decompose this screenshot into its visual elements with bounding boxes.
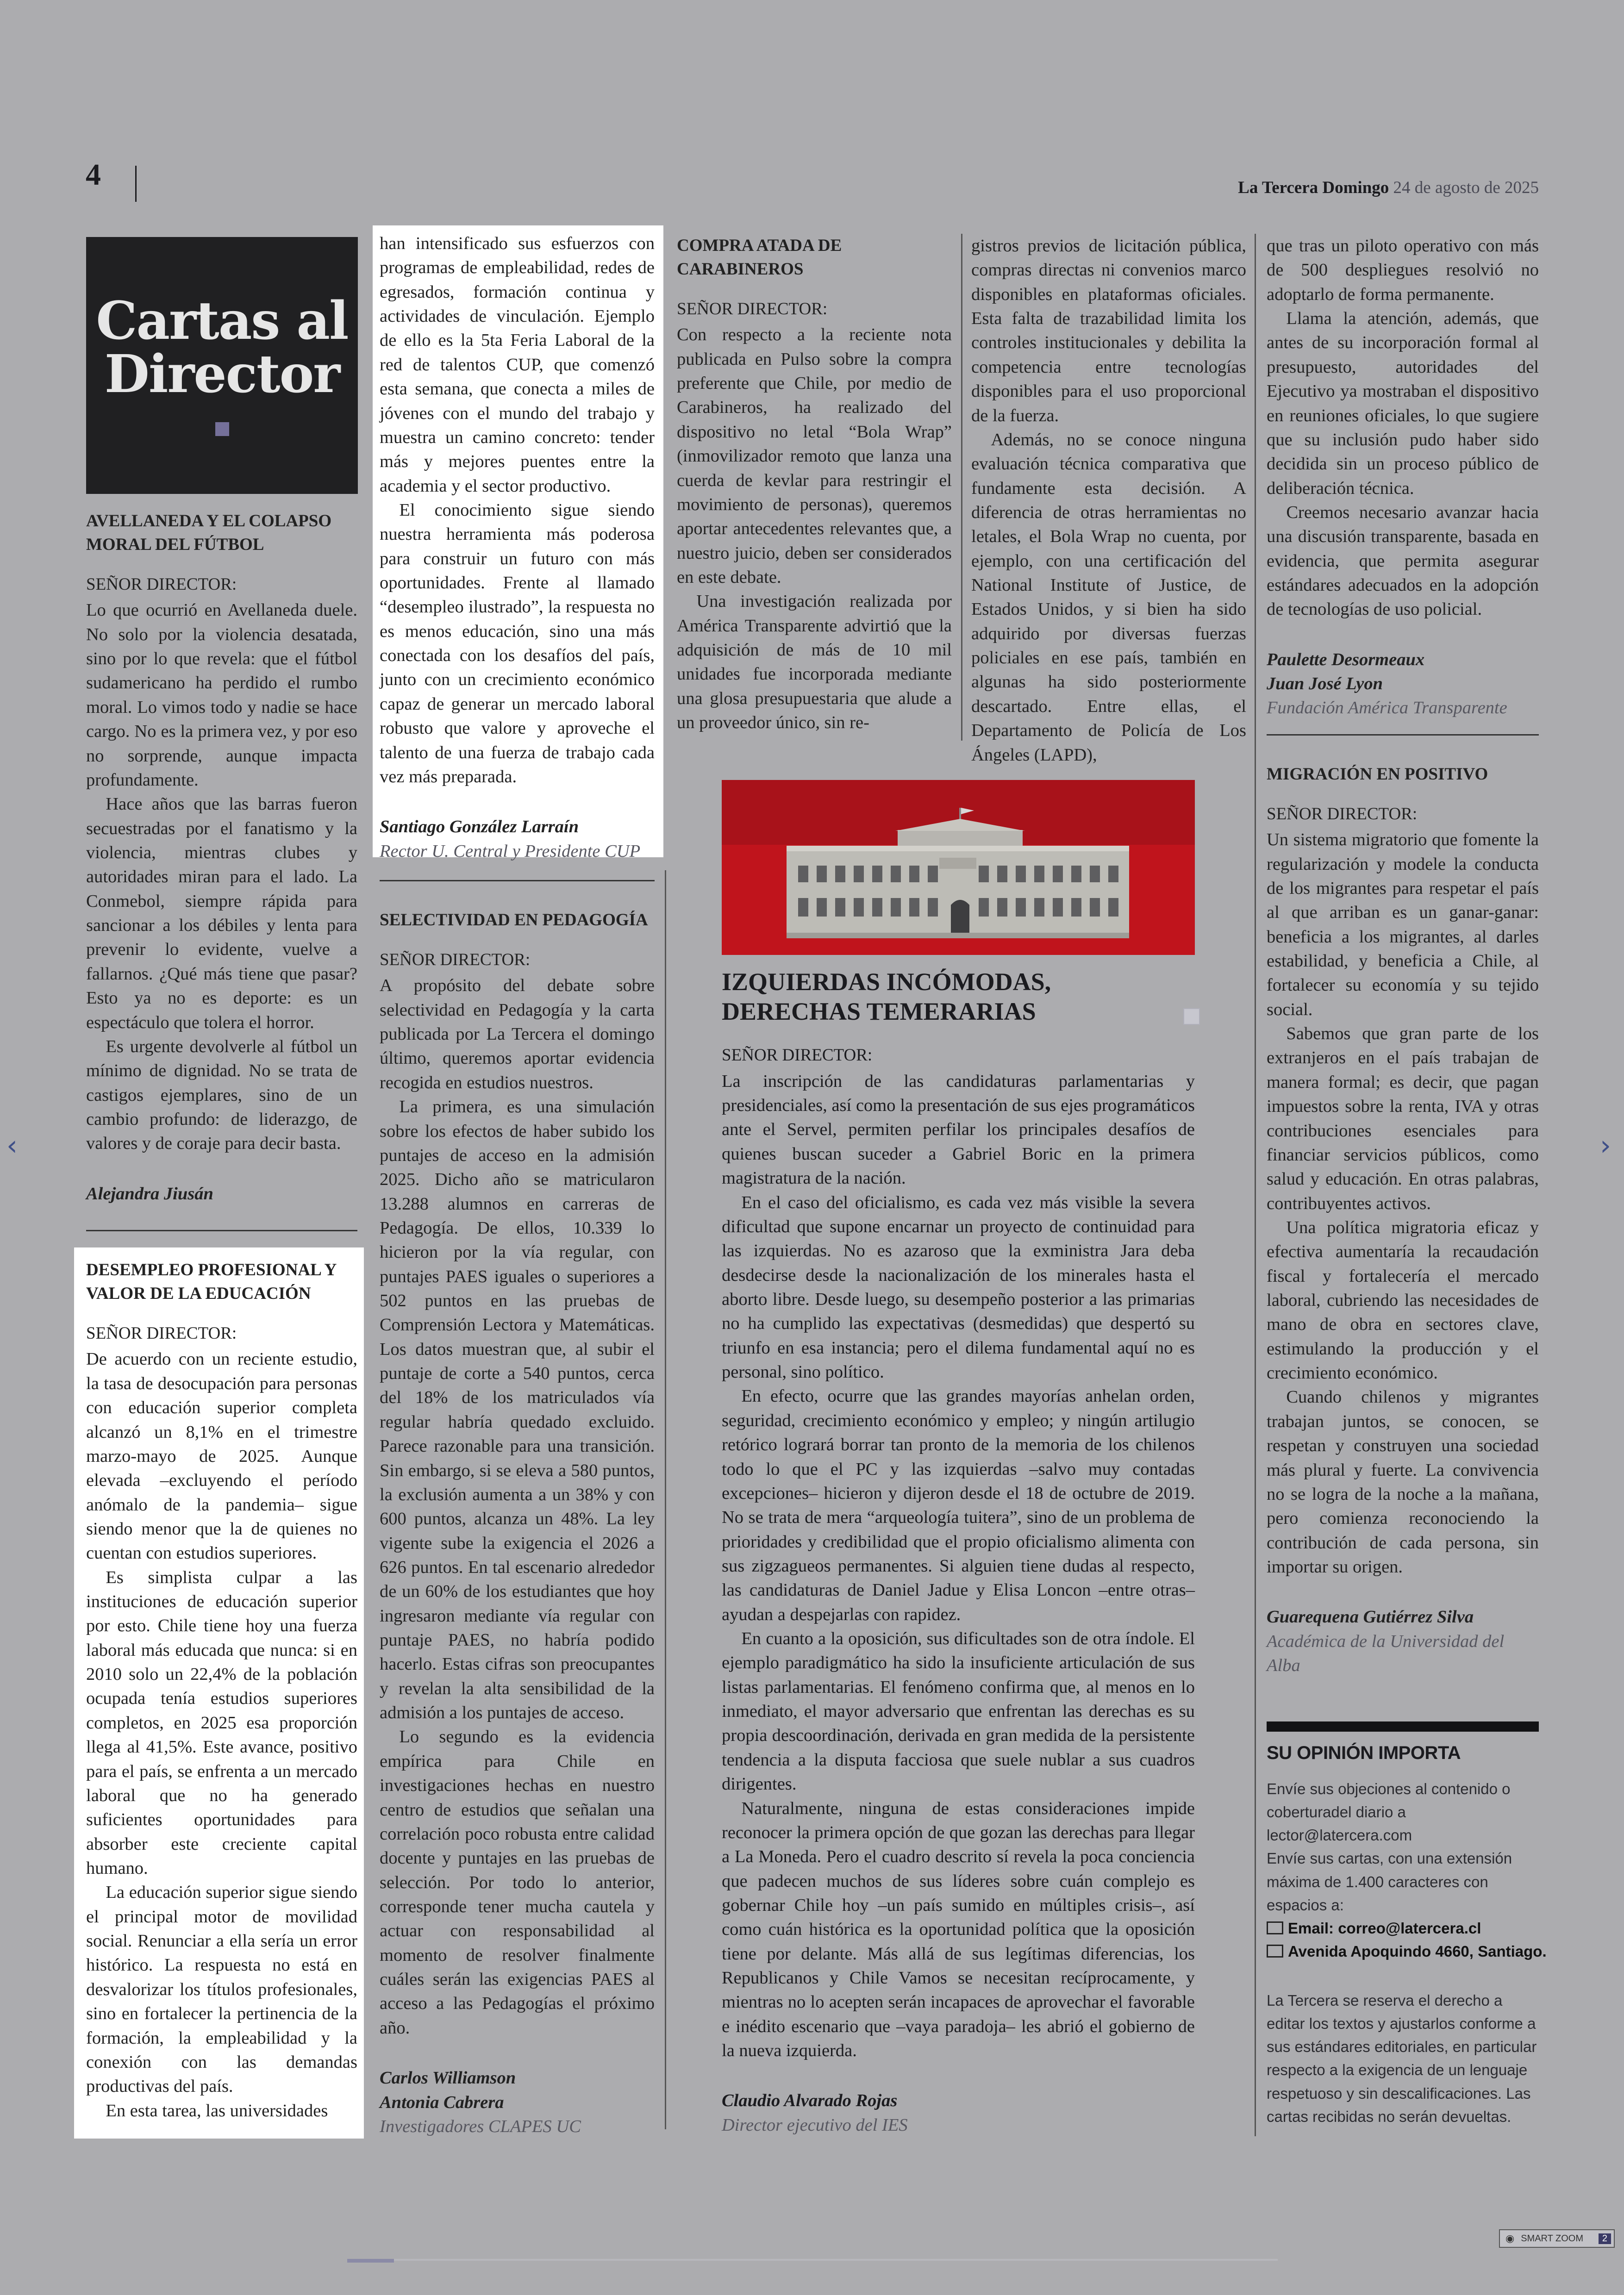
paragraph: han intensificado sus esfuerzos con programas de empleabilidad, redes de egresados, formación continua y actividades de vinculación. Ejemplo de ello es la 5ta Feria Laboral de la red de talentos CUP, que comenzó esta semana, que conecta a miles de jóvenes con el mundo del trabajo y muestra un camino concreto: tender más y mejores puentes entre la academia y el sector productivo. xyxy=(380,234,655,496)
paragraph: Hace años que las barras fueron secuestradas por el fanatismo y la violencia, mientras clubes y autoridades miran para el lado. La Conmebol, siempre rápida para sancionar a los débiles y lenta para prevenir lo evidente, vuelve a fallarnos. ¿Qué más tiene que pasar? Esto ya no es deporte: es un espectáculo que tolera el horror. xyxy=(86,794,357,1032)
paragraph: Una investigación realizada por América Transparente advirtió que la adquisición de más de 10 mil unidades fue incorporada mediante una glosa presupuestaria que alude a un proveedor único, sin re- xyxy=(677,592,952,733)
opinion-box-note: La Tercera se reserva el derecho a editar los textos y ajustarlos conforme a sus estándares editoriales, en particular respecto a la exigencia de un lenguaje respetuoso y sin descalificaciones. Las cartas recibidas no serán devueltas. xyxy=(1267,1992,1537,2125)
divider xyxy=(1267,734,1539,736)
la-moneda-photo xyxy=(722,780,1195,955)
paragraph: Además, no se conoce ninguna evaluación técnica comparativa que fundamente esta decisión. A diferencia de otras herramientas no letales, el Bola Wrap no cuenta, por ejemplo, con una certificación del National Institute of Justice, de Estados Unidos, y si bien ha sido adquirido por diversas fuerzas policiales en ese país, también en algunas ha sido posteriormente descartado. Entre ellas, el Departamento de Policía de Los Ángeles (LAPD), xyxy=(971,430,1246,765)
paragraph: Lo que ocurrió en Avellaneda duele. No solo por la violencia desatada, sino por lo que revela: que el fútbol sudamericano ha perdido el rumbo moral. Lo vimos todo y nadie se hace cargo. No es la primera vez, y por eso no sorprende, aunque impacta profundamente. xyxy=(86,600,357,790)
salutation: SEÑOR DIRECTOR: xyxy=(380,950,531,970)
signature: Paulette Desormeaux xyxy=(1267,649,1425,669)
salutation: SEÑOR DIRECTOR: xyxy=(86,575,237,594)
page-progress-fill xyxy=(347,2259,394,2263)
opinion-text: Envíe sus cartas, con una extensión máxima de 1.400 caracteres con espacios a: xyxy=(1267,1850,1512,1914)
issue-date: 24 de agosto de 2025 xyxy=(1393,178,1539,197)
column-2 xyxy=(380,231,655,2139)
signature: Guarequena Gutiérrez Silva xyxy=(1267,1607,1474,1627)
column-1 xyxy=(86,509,357,2123)
address-line xyxy=(1267,1940,1549,1963)
signature: Antonia Cabrera xyxy=(380,2092,504,2112)
signature-role: Rector U. Central y Presidente CUP xyxy=(380,841,641,861)
email-address[interactable]: Email: correo@latercera.cl xyxy=(1288,1919,1481,1937)
letter-title: MIGRACIÓN EN POSITIVO xyxy=(1267,764,1488,784)
salutation: SEÑOR DIRECTOR: xyxy=(722,1046,873,1065)
signature: Santiago González Larraín xyxy=(380,817,579,837)
paragraph: De acuerdo con un reciente estudio, la tasa de desocupación para personas con educación superior completa alcanzó un 8,1% en el trimestre marzo-mayo de 2025. Aunque elevada –excluyendo el período anómalo de la pandemia– sigue siendo menor que la de quienes no cuentan con estudios superiores. xyxy=(86,1349,357,1563)
previous-page-icon[interactable]: ‹ xyxy=(6,1129,18,1162)
opinion-box-bar xyxy=(1267,1721,1539,1732)
signature-role: Fundación América Transparente xyxy=(1267,698,1507,718)
paragraph: Lo segundo es la evidencia empírica para Chile en investigaciones hechas en nuestro centro de estudios que señalan una correlación poco robusta entre calidad docente y puntajes en las pruebas de selección. Por todo lo anterior, corresponde tener mucha cautela y actuar con responsabilidad al momento de resolver finalmente cuáles serán las exigencias PAES al acceso a las Pedagogías el próximo año. xyxy=(380,1727,655,2038)
opinion-box-title: SU OPINIÓN IMPORTA xyxy=(1267,1743,1461,1763)
signature: Carlos Williamson xyxy=(380,2068,516,2088)
divider xyxy=(86,1230,357,1231)
section-title: Cartas al Director xyxy=(96,291,348,405)
paragraph: que tras un piloto operativo con más de 500 despliegues resolvió no adoptarlo de forma permanente. xyxy=(1267,236,1539,304)
palace-illustration xyxy=(722,780,1195,955)
paragraph: En esta tarea, las universidades xyxy=(106,2101,328,2120)
signature: Juan José Lyon xyxy=(1267,674,1383,694)
letter-title: SELECTIVIDAD EN PEDAGOGÍA xyxy=(380,910,648,929)
signature: Alejandra Jiusán xyxy=(86,1184,213,1204)
paragraph: Es simplista culpar a las instituciones de educación superior por esto. Chile tiene hoy una fuerza laboral más educada que nunca: si en 2010 solo un 22,4% de la población ocupada tenía estudios superiores completos, en 2025 esa proporción llega al 41,5%. Este avance, positivo para el país, se enfrenta a un mercado laboral que no ha generado suficientes oportunidades para absorber este creciente capital humano. xyxy=(86,1567,357,1878)
paragraph: Un sistema migratorio que fomente la regularización y modele la conducta de los migrantes para respetar el país al que arriban es un ganar-ganar: beneficia a los migrantes, al darles estabilidad, y beneficia a Chile, al fortalecer su economía y su tejido social. xyxy=(1267,830,1539,1019)
mail-icon xyxy=(1267,1921,1283,1934)
paragraph: La primera, es una simulación sobre los efectos de haber subido los puntajes de acceso en la admisión 2025. Dicho año se matricularon 13.288 alumnos en carreras de Pedagogía. De ellos, 10.339 lo hicieron por la vía regular, con puntajes PAES iguales o superiores a 502 puntos en las pruebas de Comprensión Lectora y Matemáticas. Los datos muestran que, al subir el puntaje de corte a 540 puntos, cerca del 18% de los matriculados vía regular habría quedado excluido. Parece razonable para una transición. Sin embargo, si se eleva a 580 puntos, la exclusión aumenta a un 38% y con 600 puntos, alcanza un 48%. La ley vigente sube la exigencia el 2026 a 626 puntos. En tal escenario alrededor de un 60% de los estudiantes que hoy ingresaron mediante vía regular con puntaje PAES, no habría podido hacerlo. Estas cifras son preocupantes y revelan la alta sensibilidad de la admisión a los puntajes de acceso. xyxy=(380,1097,655,1723)
next-page-icon[interactable]: › xyxy=(1600,1129,1611,1162)
column-rule xyxy=(665,870,666,2129)
paragraph: Sabemos que gran parte de los extranjeros en el país trabajan de manera formal; es decir, que pagan impuestos sobre la renta, IVA y otras contribuciones esenciales para financiar servicios públicos, como salud y educación. En otras palabras, contribuyentes activos. xyxy=(1267,1024,1539,1213)
paragraph: Cuando chilenos y migrantes trabajan juntos, se conocen, se respetan y construyen una sociedad más plural y fuerte. La convivencia no se logra de la noche a la mañana, pero comienza reconociendo la contribución de cada persona, sin importar su origen. xyxy=(1267,1387,1539,1577)
paragraph: Una política migratoria eficaz y efectiva aumentaría la recaudación fiscal y fortalecería el mercado laboral, cubriendo las necesidades de mano de obra en sectores clave, estimulando la producción y el crecimiento económico. xyxy=(1267,1217,1539,1383)
paragraph: A propósito del debate sobre selectividad en Pedagogía y la carta publicada por La Tercera el domingo último, queremos aportar evidencia recogida en estudios nuestros. xyxy=(380,976,655,1092)
opinion-box-text xyxy=(1267,1777,1549,1963)
paragraph: Llama la atención, además, que antes de su incorporación formal al presupuesto, autoridades del Ejecutivo ya mostraban el dispositivo en reuniones oficiales, lo que sugiere que su inclusión pudo haber sido decidida sin un proceso público de deliberación técnica. xyxy=(1267,309,1539,498)
page-badge: 2 xyxy=(1599,2233,1611,2244)
header-divider xyxy=(135,166,137,202)
column-5 xyxy=(1267,234,1539,1678)
column-rule xyxy=(961,234,962,741)
signature-role: Investigadores CLAPES UC xyxy=(380,2116,581,2136)
signature-role: Director ejecutivo del IES xyxy=(722,2115,908,2135)
column-3 xyxy=(677,234,952,735)
brand-name: La Tercera Domingo xyxy=(1238,178,1389,197)
eye-icon: ◉ xyxy=(1505,2233,1515,2244)
paragraph: Es urgente devolverle al fútbol un mínimo de dignidad. No se trata de castigos ejemplares, sino de un cambio profundo: de liderazgo, de valores y de coraje para decir basta. xyxy=(86,1036,357,1154)
paragraph: En efecto, ocurre que las grandes mayorías anhelan orden, seguridad, crecimiento económico y empleo; y ningún artilugio retórico logrará borrar tan pronto de la memoria de los chilenos todo lo que el PC y las izquierdas –salvo muy contadas excepciones– hicieron y dijeron desde el 18 de octubre de 2019. No se trata de mera “arqueología tuitera”, sino de un problema de prioridades y credibilidad que el propio oficialismo alimenta con sus zigzagueos permanentes. Si alguien tiene dudas al respecto, las candidaturas de Daniel Jadue y Elisa Loncon –entre otras– ayudan a despejarlas con rapidez. xyxy=(722,1386,1195,1624)
salutation: SEÑOR DIRECTOR: xyxy=(1267,804,1418,823)
letter-title: IZQUIERDAS INCÓMODAS, DERECHAS TEMERARIAS xyxy=(722,968,1051,1025)
signature-role: Académica de la Universidad del Alba xyxy=(1267,1631,1505,1676)
column-rule xyxy=(1255,234,1256,2136)
paragraph: Con respecto a la reciente nota publicada en Pulso sobre la compra preferente que Chile, por medio de Carabineros, ha realizado del dispositivo no letal “Bola Wrap” (inmovilizador remoto que lanza una cuerda de kevlar para restringir el movimiento de personas), queremos aportar antecedentes relevantes que, a nuestro juicio, deben ser considerados en este debate. xyxy=(677,325,952,587)
article-marker-icon[interactable] xyxy=(1183,1008,1200,1025)
divider xyxy=(380,880,655,881)
opinion-text: Envíe sus objeciones al contenido o coberturadel diario a lector@latercera.com xyxy=(1267,1780,1511,1844)
letter-title: COMPRA ATADA DE CARABINEROS xyxy=(677,236,842,279)
letter-title: DESEMPLEO PROFESIONAL Y VALOR DE LA EDUCACIÓN xyxy=(86,1260,337,1303)
salutation: SEÑOR DIRECTOR: xyxy=(677,299,828,319)
postal-address: Avenida Apoquindo 4660, Santiago. xyxy=(1288,1943,1547,1960)
paragraph: La educación superior sigue siendo el principal motor de movilidad social. Renunciar a ella sería un error histórico. La respuesta no está en desvalorizar los títulos profesionales, sino en fortalecer la pertinencia de la formación, la empleabilidad y la conexión con las demandas productivas del país. xyxy=(86,1883,357,2096)
masthead xyxy=(1238,178,1539,198)
signature: Claudio Alvarado Rojas xyxy=(722,2091,898,2111)
smart-zoom-label: SMART ZOOM xyxy=(1521,2233,1584,2244)
paragraph: En el caso del oficialismo, es cada vez más visible la severa dificultad que supone encarnar un proyecto de continuidad para las izquierdas. No es azaroso que la exministra Jara deba desdecirse desde la nacionalización de los minerales hasta el aborto libre. Desde luego, su desempeño posterior a las primarias no ha cumplido las expectativas (desmedidas) que despertó su triunfo en esa instancia; pero el dilema fundamental aquí no es personal, sino político. xyxy=(722,1192,1195,1382)
page-number: 4 xyxy=(86,158,101,192)
letter-title: AVELLANEDA Y EL COLAPSO MORAL DEL FÚTBOL xyxy=(86,511,332,555)
section-logo-mark xyxy=(215,422,229,436)
paragraph: Creemos necesario avanzar hacia una discusión transparente, basada en evidencia, que permita asegurar estándares adecuados en la adopción de tecnologías de uso policial. xyxy=(1267,502,1539,619)
paragraph: En cuanto a la oposición, sus dificultades son de otra índole. El ejemplo paradigmático ha sido la insuficiente articulación de sus listas parlamentarias. El fenómeno confirma que, al menos en lo inmediato, el mayor adversario que enfrentan las derechas es su propia descoordinación, derivada en gran medida de la persistente tendencia a la disputa facciosa que suele nublar a sus cuadros dirigentes. xyxy=(722,1629,1195,1794)
column-middle xyxy=(722,967,1195,2137)
page-progress-track[interactable] xyxy=(347,2259,1278,2261)
paragraph: La inscripción de las candidaturas parlamentarias y presidenciales, así como la presentación de sus ejes programáticos ante el Servel, permiten perfilar los principales desafíos de quienes buscan suceder a Gabriel Boric en la primera magistratura de la nación. xyxy=(722,1071,1195,1188)
email-line xyxy=(1267,1917,1549,1940)
paragraph: Naturalmente, ninguna de estas consideraciones impide reconocer la primera opción de que gozan las derechas para llegar a La Moneda. Pero el cuadro descrito sí revela la poca conciencia que padecen muchos de sus líderes sobre cuán complejo es gobernar Chile hoy –un país sumido en múltiples crisis–, así como cuán histórica es la oportunidad política que la oposición tiene por delante. Más allá de sus legítimas diferencias, los Republicanos y Chile Vamos se necesitan recíprocamente, y mientras no lo acepten serán incapaces de aprovechar el favorable e inédito escenario que –vaya paradoja– les abrió el gobierno de la nueva izquierda. xyxy=(722,1798,1195,2061)
smart-zoom-button[interactable] xyxy=(1499,2229,1615,2248)
column-4 xyxy=(971,234,1246,767)
section-logo-box xyxy=(86,237,358,494)
paragraph: gistros previos de licitación pública, compras directas ni convenios marco disponibles en plataformas oficiales. Esta falta de trazabilidad limita los controles institucionales y debilita la competencia entre tecnologías disponibles para el uso proporcional de la fuerza. xyxy=(971,236,1246,425)
paragraph: El conocimiento sigue siendo nuestra herramienta más poderosa para construir un futuro con más oportunidades. Frente al llamado “desempleo ilustrado”, la respuesta no es menos educación, sino una más conectada con los desafíos del país, junto con un crecimiento económico capaz de generar un mercado laboral robusto que valore y aproveche el talento de una fuerza de trabajo cada vez más preparada. xyxy=(380,500,655,786)
salutation: SEÑOR DIRECTOR: xyxy=(86,1324,237,1343)
envelope-icon xyxy=(1267,1945,1283,1958)
